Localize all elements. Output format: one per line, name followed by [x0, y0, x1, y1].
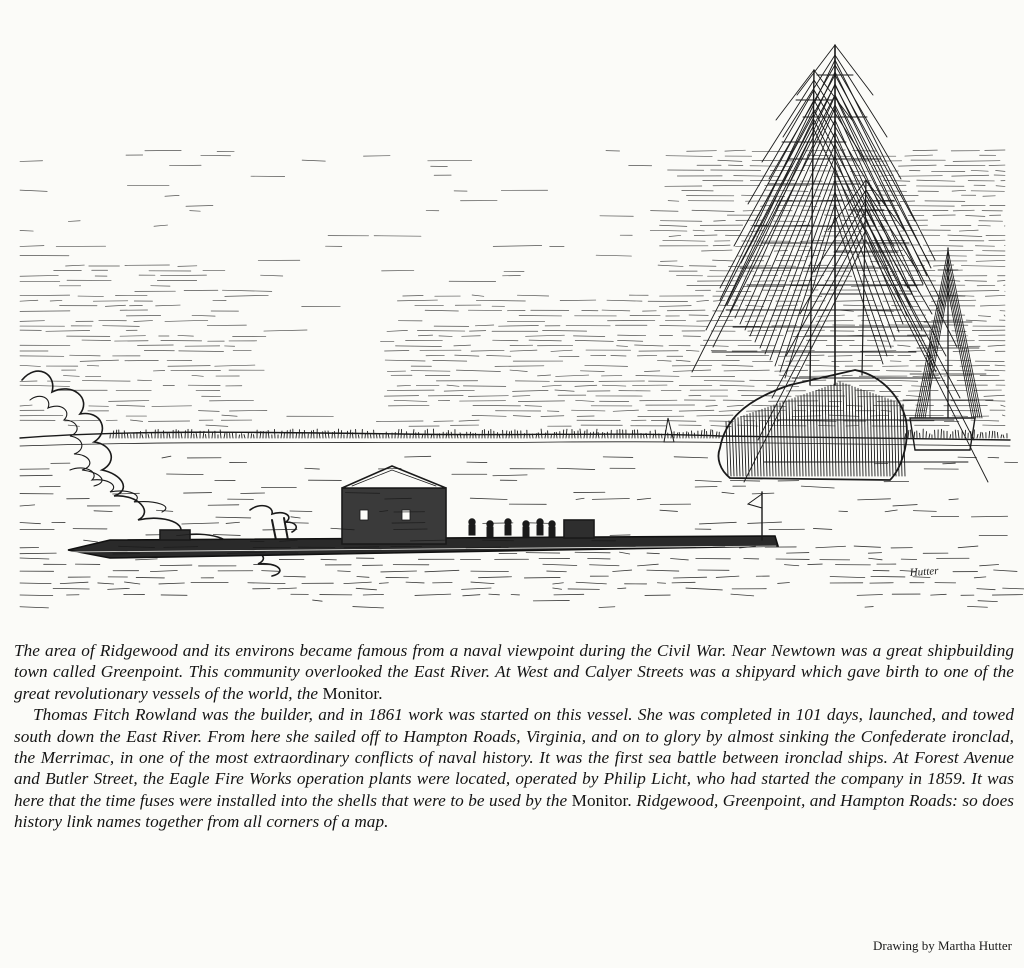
caption-paragraph-2-ending: Ridgewood, Greenpoint, and Hampton Roads: so does history link names together from all corners of a map.	[14, 790, 1014, 832]
caption-paragraph-2	[14, 704, 1014, 832]
artist-signature	[908, 565, 939, 579]
drawing-credit: Drawing by Martha Hutter	[873, 938, 1012, 953]
caption-text	[14, 640, 1014, 833]
sailing-ship-large	[692, 45, 988, 482]
svg-text:Hutter: Hutter	[909, 565, 939, 579]
caption-paragraph-2-text: Thomas Fitch Rowland was the builder, and in 1861 work was started on this vessel. She was completed in 101 days, launched, and towed south down the East River. From here she sailed off to Hampton Roads, Virginia, and on to glory by almost sinking the Confederate ironclad, the Merrimac, in one of the most extraordinary conflicts of naval history. It was the first sea battle between ironclad ships. At Forest Avenue and Butler Street, the Eagle Fire Works operation plants were located, operated by Philip Licht, who had started the company in 1859. It was here that the time fuses were installed into the shells that were to be used by the	[14, 705, 1014, 810]
distant-sail	[664, 418, 674, 442]
ship-name-monitor: Monitor.	[322, 683, 383, 703]
caption-paragraph-1-text: The area of Ridgewood and its environs became famous from a naval viewpoint during the Civil War. Near Newtown was a great shipbuilding town called Greenpoint. This community overlooked the East River. At West and Calyer Streets was a shipyard which gave birth to one of the great revolutionary vessels of the world, the	[14, 641, 1014, 703]
ship-name-monitor: Monitor.	[571, 790, 632, 810]
shore-grass	[110, 429, 1007, 438]
caption-paragraph-1	[14, 640, 1014, 704]
